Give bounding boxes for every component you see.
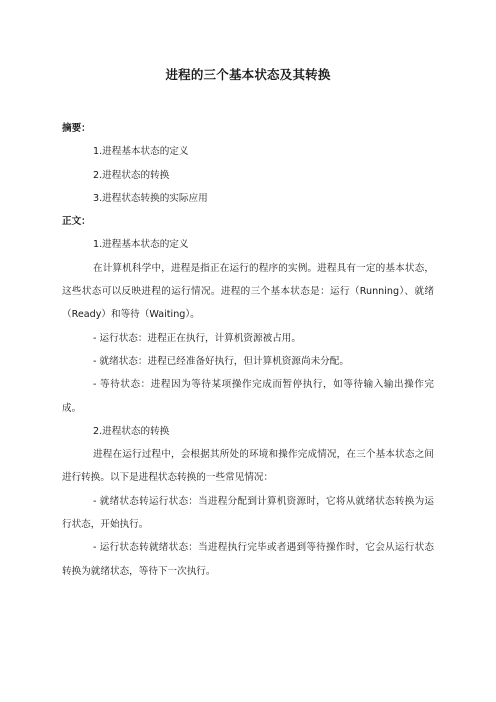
- abstract-item: 3.进程状态转换的实际应用: [93, 192, 208, 204]
- abstract-item: 2.进程状态的转换: [93, 169, 170, 181]
- section-title: 1.进程基本状态的定义: [93, 239, 189, 251]
- list-item-waiting: - 等待状态：进程因为等待某项操作完成而暂停执行，如等待输入输出操作完成。: [62, 379, 434, 414]
- list-item-ready: - 就绪状态：进程已经准备好执行，但计算机资源尚未分配。: [93, 355, 349, 367]
- section-title: 2.进程状态的转换: [93, 425, 170, 437]
- document-content: [62, 117, 434, 583]
- list-item-running: - 运行状态：进程正在执行，计算机资源被占用。: [93, 332, 301, 344]
- list-item-running-to-ready: - 运行状态转就绪状态：当进程执行完毕或者遇到等待操作时，它会从运行状态转换为就绪状态，等待下一次执行。: [62, 542, 434, 577]
- paragraph: 进程在运行过程中，会根据其所处的环境和操作完成情况，在三个基本状态之间进行转换。以下是进程状态转换的一些常见情况：: [62, 449, 434, 484]
- abstract-item: 1.进程基本状态的定义: [93, 146, 189, 158]
- list-item-ready-to-running: - 就绪状态转运行状态：当进程分配到计算机资源时，它将从就绪状态转换为运行状态，开始执行。: [62, 495, 434, 531]
- document-title: 进程的三个基本状态及其转换: [165, 67, 331, 82]
- abstract-heading: 摘要：: [62, 123, 91, 134]
- body-heading: 正文：: [62, 216, 91, 228]
- paragraph: 在计算机科学中，进程是指正在运行的程序的实例。进程具有一定的基本状态，这些状态可以反映进程的运行情况。进程的三个基本状态是：运行（Running）、就绪（Ready）和等待（Waiting）。: [62, 262, 434, 321]
